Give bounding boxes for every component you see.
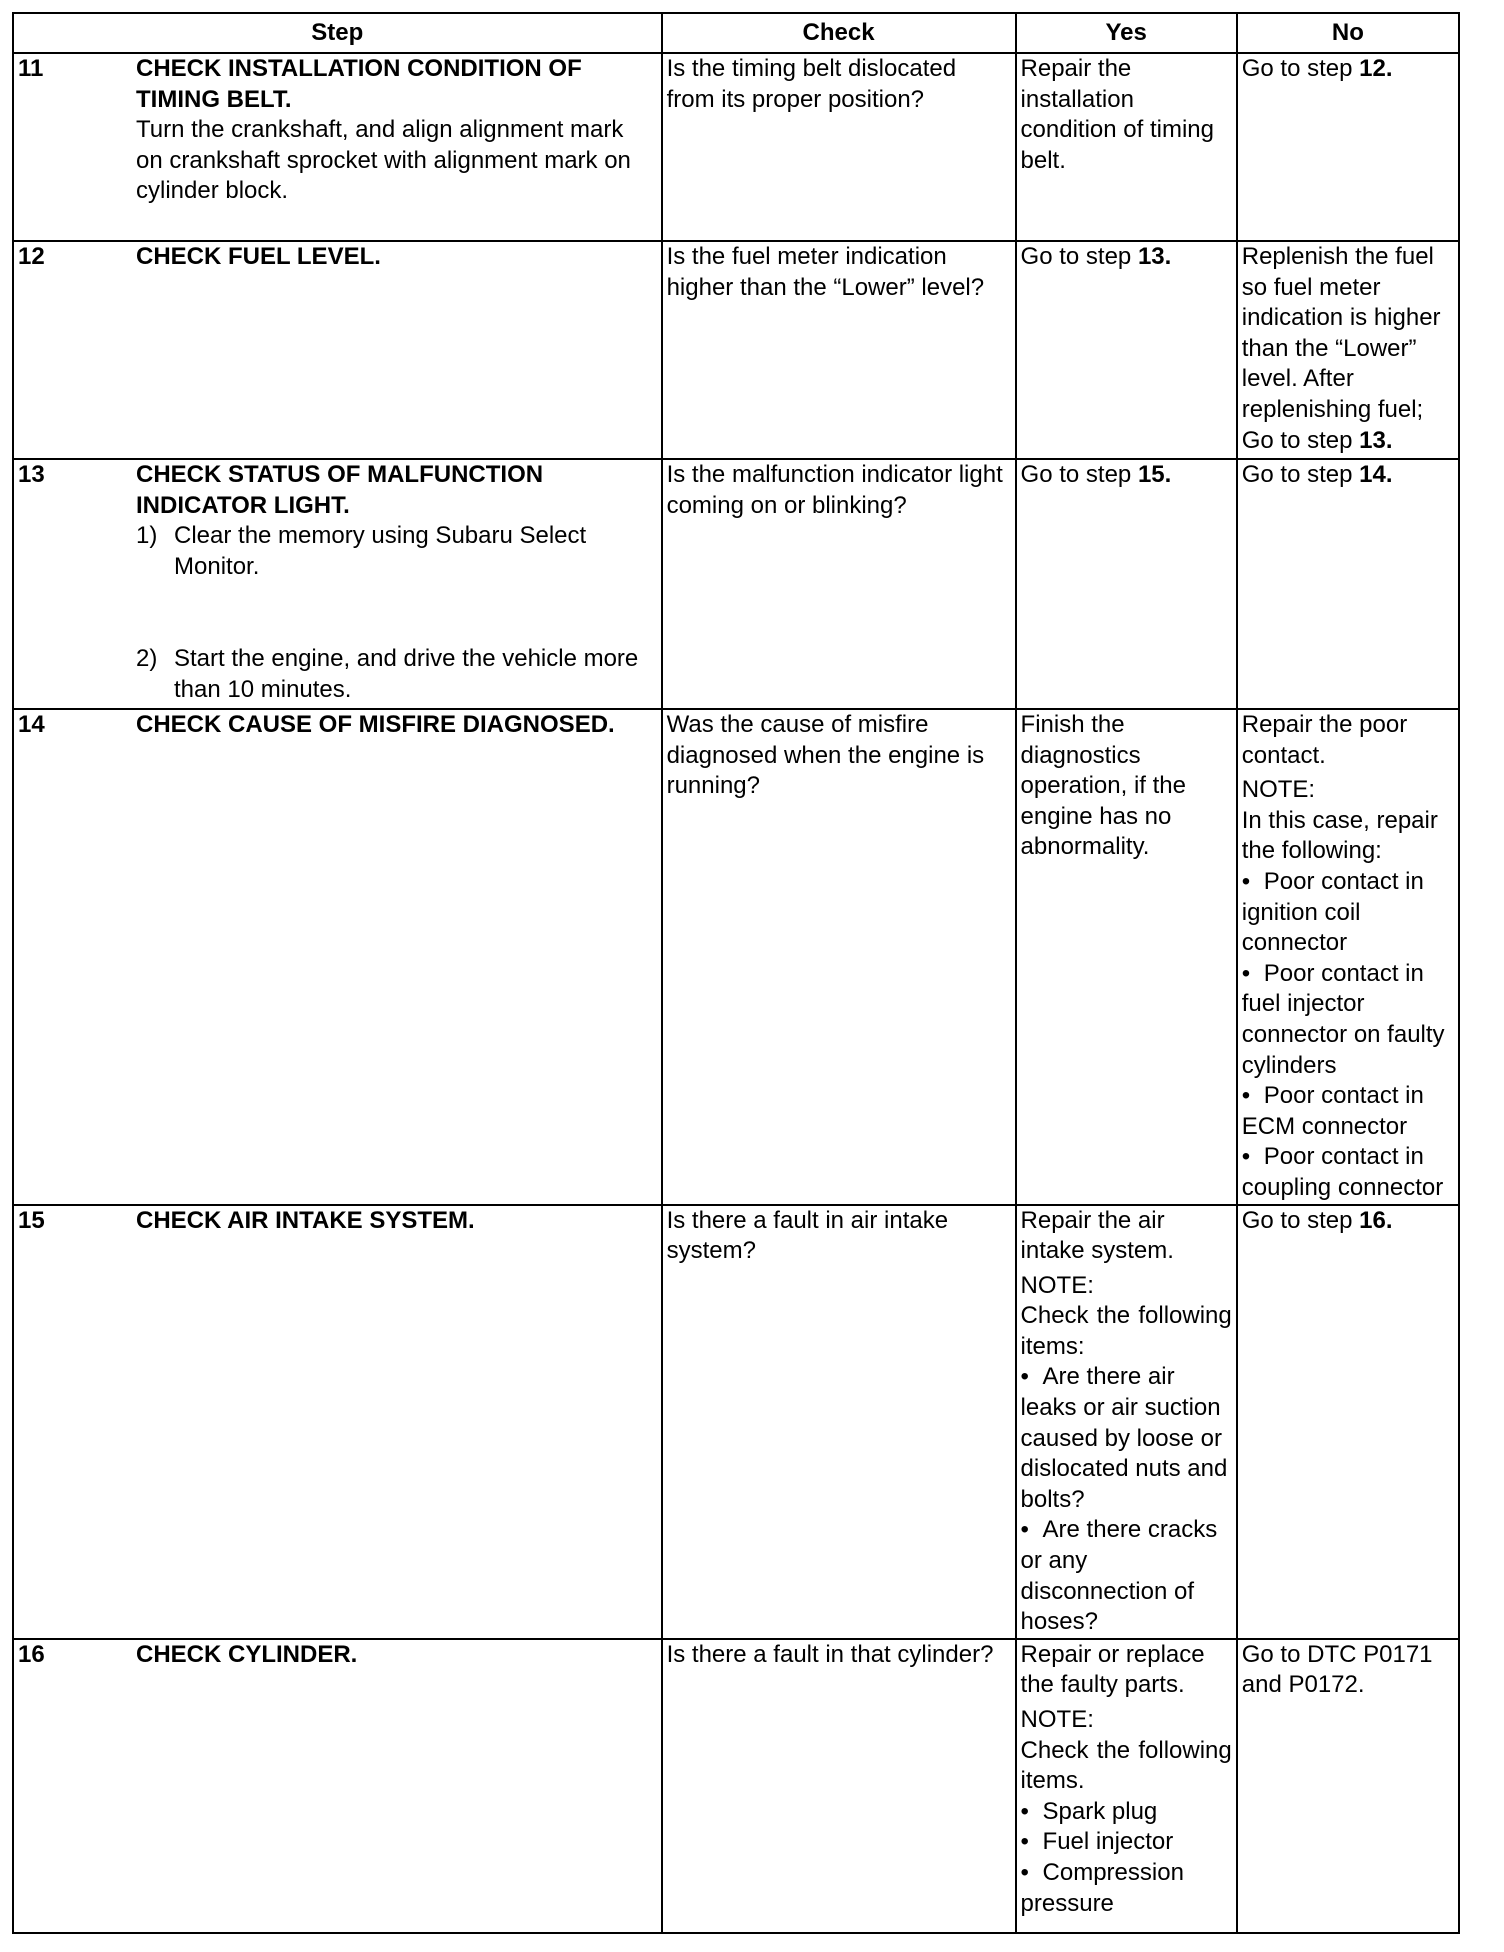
no-cell: Replenish the fuel so fuel meter indication is higher than the “Lower” level. After replenishing fuel; Go to step 13.	[1237, 241, 1459, 459]
step-title: CHECK STATUS OF MALFUNCTION INDICATOR LIGHT.	[136, 461, 544, 519]
list-item: • Poor contact in ignition coil connector	[1241, 867, 1424, 957]
table-row	[13, 1205, 1459, 1639]
step-cell	[13, 53, 662, 241]
check-cell: Was the cause of misfire diagnosed when the engine is running?	[662, 709, 1016, 1205]
step-ref: 14.	[1359, 461, 1393, 488]
table-row	[13, 459, 1459, 709]
step-ref: 13.	[1137, 243, 1172, 270]
table-row	[13, 1639, 1459, 1933]
header-check: Check	[662, 13, 1016, 53]
step-title: CHECK FUEL LEVEL.	[136, 243, 381, 270]
table-row	[13, 53, 1459, 241]
step-number: 16	[18, 1640, 45, 1668]
yes-cell: Repair or replace the faulty parts. NOTE: Check the following items. • Spark plug • Fuel injector • Compression pressure	[1016, 1639, 1237, 1933]
step-cell	[13, 1639, 662, 1933]
list-item: • Poor contact in fuel injector connector on faulty cylinders	[1241, 959, 1445, 1079]
table-row	[13, 241, 1459, 459]
table-row	[13, 709, 1459, 1205]
check-cell: Is the malfunction indicator light coming on or blinking?	[662, 459, 1016, 709]
step-number: 12	[18, 243, 45, 270]
step-number: 13	[18, 461, 45, 488]
check-cell: Is there a fault in air intake system?	[662, 1205, 1016, 1639]
note-intro: Check the following items.	[1020, 1736, 1232, 1795]
step-title: CHECK CAUSE OF MISFIRE DIAGNOSED.	[136, 711, 615, 738]
step-title: CHECK INSTALLATION CONDITION OF TIMING BELT.	[136, 55, 582, 113]
list-item: • Poor contact in ECM connector	[1241, 1082, 1424, 1140]
step-cell	[13, 459, 662, 709]
step-title: CHECK AIR INTAKE SYSTEM.	[136, 1206, 475, 1234]
list-item: • Fuel injector	[1020, 1828, 1174, 1856]
note-label: NOTE:	[1020, 1706, 1094, 1733]
list-item: • Compression pressure	[1020, 1858, 1184, 1917]
note-label: NOTE:	[1241, 776, 1316, 804]
step-number: 11	[18, 55, 44, 82]
step-ref: 15.	[1137, 461, 1172, 488]
check-cell: Is the timing belt dislocated from its proper position?	[662, 53, 1016, 241]
header-step: Step	[13, 13, 662, 53]
step-number: 15	[18, 1206, 45, 1234]
list-item: • Spark plug	[1020, 1797, 1158, 1825]
check-cell: Is there a fault in that cylinder?	[662, 1639, 1016, 1933]
note-intro: Check the following items:	[1020, 1302, 1232, 1360]
header-row	[13, 13, 1459, 53]
header-yes: Yes	[1016, 13, 1237, 53]
list-item: • Are there cracks or any disconnection of hoses?	[1020, 1516, 1218, 1636]
step-cell	[13, 1205, 662, 1639]
step-cell	[13, 241, 662, 459]
note-label: NOTE:	[1020, 1271, 1094, 1299]
yes-cell: Repair the air intake system. NOTE: Check the following items: • Are there air leaks or air suction caused by loose or dislocated nuts and bolts? • Are there cracks or any disconnection of hoses?	[1016, 1205, 1237, 1639]
yes-cell: Finish the diagnostics operation, if the engine has no abnormality.	[1016, 709, 1237, 1205]
step-ref: 13.	[1359, 426, 1393, 454]
yes-cell: Go to step 13.	[1016, 241, 1237, 459]
step-ref: 12.	[1359, 55, 1393, 82]
note-intro: In this case, repair the following:	[1241, 806, 1438, 865]
list-item: • Poor contact in coupling connector	[1241, 1143, 1444, 1201]
sub-step: 2) Start the engine, and drive the vehicle more than 10 minutes.	[136, 645, 639, 703]
step-cell	[13, 709, 662, 1205]
step-number: 14	[18, 711, 45, 738]
sub-step: 1) Clear the memory using Subaru Select Monitor.	[136, 522, 587, 580]
no-cell: Repair the poor contact. NOTE: In this case, repair the following: • Poor contact in ignition coil connector • Poor contact in fuel injector connector on faulty cylinders • Poor contact in ECM connector • Poor contact in coupling connector	[1237, 709, 1459, 1205]
step-title: CHECK CYLINDER.	[136, 1640, 358, 1668]
no-cell: Go to DTC P0171 and P0172.	[1237, 1639, 1459, 1933]
list-item: • Are there air leaks or air suction caused by loose or dislocated nuts and bolts?	[1020, 1363, 1228, 1513]
yes-cell: Repair the installation condition of timing belt.	[1016, 53, 1237, 241]
no-cell: Go to step 12.	[1237, 53, 1459, 241]
yes-cell: Go to step 15.	[1016, 459, 1237, 709]
header-no: No	[1237, 13, 1459, 53]
step-description: Turn the crankshaft, and align alignment mark on crankshaft sprocket with alignment mark on cylinder block.	[136, 116, 631, 205]
step-ref: 16.	[1359, 1206, 1393, 1234]
no-cell: Go to step 16.	[1237, 1205, 1459, 1639]
check-cell: Is the fuel meter indication higher than the “Lower” level?	[662, 241, 1016, 459]
no-cell: Go to step 14.	[1237, 459, 1459, 709]
diagnostic-table	[12, 12, 1460, 1934]
